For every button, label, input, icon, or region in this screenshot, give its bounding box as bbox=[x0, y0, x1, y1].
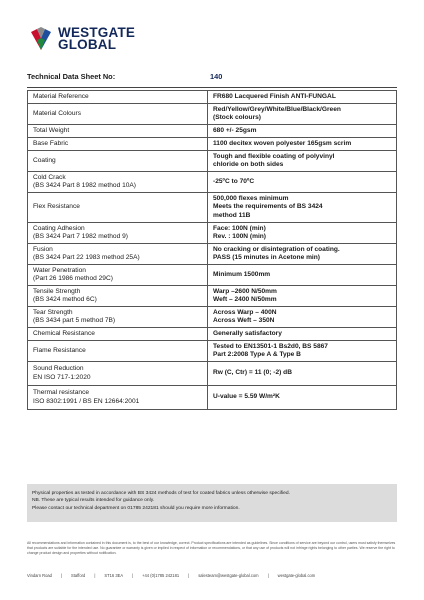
spec-value: Rw (C, Ctr) = 11 (0; -2) dB bbox=[208, 362, 397, 386]
shield-logo-icon bbox=[28, 26, 54, 52]
footer-address-road: Vindarn Road bbox=[27, 573, 52, 578]
spec-row bbox=[28, 265, 397, 286]
spec-label: Chemical Resistance bbox=[28, 328, 208, 341]
spec-value: U-value = 5.59 W/m²K bbox=[208, 386, 397, 410]
spec-value: Warp –2600 N/50mm Weft – 2400 N/50mm bbox=[208, 286, 397, 307]
footer-separator: | bbox=[267, 573, 269, 578]
footer-phone: +44 (0)1785 242181 bbox=[142, 573, 180, 578]
note-line: Physical properties as tested in accordance with BS 3424 methods of test for coated fabrics unless otherwise specified. bbox=[32, 491, 290, 496]
spec-label: Base Fabric bbox=[28, 138, 208, 151]
spec-row bbox=[28, 172, 397, 193]
spec-label: Cold Crack (BS 3424 Part 8 1982 method 10A) bbox=[28, 172, 208, 193]
spec-value: Minimum 1500mm bbox=[208, 265, 397, 286]
spec-row bbox=[28, 362, 397, 386]
footer-separator: | bbox=[188, 573, 190, 578]
spec-label: Water Penetration (Part 26 1986 method 29C) bbox=[28, 265, 208, 286]
brand-name-line2: GLOBAL bbox=[58, 37, 117, 52]
spec-value: Generally satisfactory bbox=[208, 328, 397, 341]
note-line: NB. These are typical results intended for guidance only. bbox=[32, 498, 155, 504]
spec-value: Tough and flexible coating of polyvinyl chloride on both sides bbox=[208, 151, 397, 172]
spec-row bbox=[28, 328, 397, 341]
brand-name-line1: WESTGATE bbox=[58, 25, 136, 40]
spec-row bbox=[28, 91, 397, 104]
footer-postcode: ST16 3EA bbox=[104, 573, 124, 578]
notes-box bbox=[27, 484, 397, 522]
spec-label: Sound Reduction EN ISO 717-1:2020 bbox=[28, 362, 208, 386]
spec-label: Coating Adhesion (BS 3424 Part 7 1982 method 9) bbox=[28, 223, 208, 244]
sheet-number: 140 bbox=[210, 72, 223, 81]
spec-label: Material Reference bbox=[28, 91, 208, 104]
note-line: Please contact our technical department on 01785 242181 should you require more information. bbox=[32, 505, 240, 511]
footer-separator: | bbox=[132, 573, 134, 578]
spec-row bbox=[28, 104, 397, 125]
spec-row bbox=[28, 223, 397, 244]
spec-row bbox=[28, 193, 397, 223]
spec-label: Coating bbox=[28, 151, 208, 172]
brand-logo bbox=[28, 22, 135, 56]
spec-row bbox=[28, 244, 397, 265]
spec-row bbox=[28, 151, 397, 172]
spec-value: Tested to EN13501-1 Bs2d0, BS 5867 Part 2:2008 Type A & Type B bbox=[208, 341, 397, 362]
spec-label: Tensile Strength (BS 3424 method 6C) bbox=[28, 286, 208, 307]
spec-label: Thermal resistance ISO 8302:1991 / BS EN 12664:2001 bbox=[28, 386, 208, 410]
sheet-header bbox=[27, 69, 397, 83]
spec-row bbox=[28, 307, 397, 328]
spec-label: Tear Strength (BS 3434 part 5 method 7B) bbox=[28, 307, 208, 328]
spec-value: Red/Yellow/Grey/White/Blue/Black/Green (Stock colours) bbox=[208, 104, 397, 125]
footer bbox=[27, 573, 399, 578]
spec-label: Flex Resistance bbox=[28, 193, 208, 223]
spec-row bbox=[28, 341, 397, 362]
footer-address-town: Stafford bbox=[71, 573, 86, 578]
footer-separator: | bbox=[94, 573, 96, 578]
spec-value: Face: 100N (min) Rev. : 100N (min) bbox=[208, 223, 397, 244]
brand-name bbox=[58, 27, 135, 51]
specification-table bbox=[27, 90, 397, 410]
spec-value: FR680 Lacquered Finish ANTI-FUNGAL bbox=[208, 91, 397, 104]
header-divider bbox=[27, 87, 397, 88]
spec-value: 680 +/- 25gsm bbox=[208, 125, 397, 138]
spec-label: Fusion (BS 3424 Part 22 1983 method 25A) bbox=[28, 244, 208, 265]
spec-row bbox=[28, 286, 397, 307]
spec-label: Total Weight bbox=[28, 125, 208, 138]
footer-separator: | bbox=[60, 573, 63, 578]
footer-website-link[interactable]: westgate-global.com bbox=[277, 573, 316, 578]
spec-label: Flame Resistance bbox=[28, 341, 208, 362]
spec-row bbox=[28, 386, 397, 410]
footer-email-link[interactable]: salesteam@westgate-global.com bbox=[198, 573, 259, 578]
spec-value: -25ºC to 70ºC bbox=[208, 172, 397, 193]
spec-value: No cracking or disintegration of coating. PASS (15 minutes in Acetone min) bbox=[208, 244, 397, 265]
spec-value: 500,000 flexes minimum Meets the requirements of BS 3424 method 11B bbox=[208, 193, 397, 223]
spec-value: Across Warp – 400N Across Weft – 350N bbox=[208, 307, 397, 328]
spec-value: 1100 decitex woven polyester 165gsm scrim bbox=[208, 138, 397, 151]
disclaimer-text: All recommendations and information contained in this document is, to the best of our knowledge, correct. Product specifications are intended as guidelines. Since conditions of service are beyond our control, users must satisfy themselves that products are suitable for the intended use. No guarantee or warranty is given or implied in respect of information or recommendations, or that any use of products will not infringe rights belonging to other parties. We reserve the right to change product design and properties without notification. bbox=[27, 541, 396, 555]
spec-label: Material Colours bbox=[28, 104, 208, 125]
spec-row bbox=[28, 138, 397, 151]
sheet-label: Technical Data Sheet No: bbox=[27, 72, 116, 81]
spec-row bbox=[28, 125, 397, 138]
